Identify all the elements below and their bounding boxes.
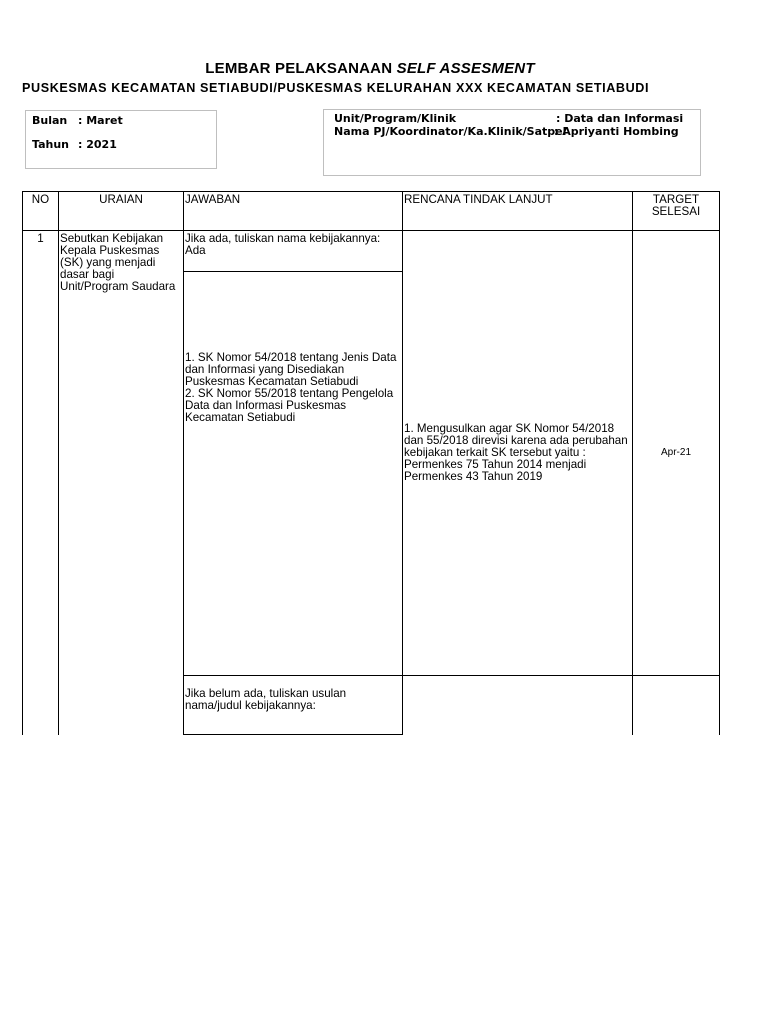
jawaban-detail-1: 1. SK Nomor 54/2018 tentang Jenis Data dan Informasi yang Disediakan Puskesmas Kecamatan Setiabudi: [185, 351, 397, 388]
rencana-empty: [403, 676, 633, 735]
unit-label: Unit/Program/Klinik: [334, 112, 457, 125]
pj-label: Nama PJ/Koordinator/Ka.Klinik/Satpel: [334, 125, 567, 138]
tahun-label: Tahun: [32, 138, 70, 151]
row-no: 1: [23, 231, 59, 735]
row-target: Apr-21: [633, 231, 720, 676]
header-uraian: URAIAN: [59, 192, 184, 231]
row-rencana: 1. Mengusulkan agar SK Nomor 54/2018 dan 55/2018 direvisi karena ada perubahan kebijakan terkait SK tersebut yaitu : Permenkes 75 Tahun 2014 menjadi Permenkes 43 Tahun 2019: [403, 231, 633, 676]
tahun-value: : 2021: [78, 138, 117, 151]
jawaban-ada: Jika ada, tuliskan nama kebijakannya: Ada: [184, 231, 403, 272]
jawaban-detail-2: 2. SK Nomor 55/2018 tentang Pengelola Data dan Informasi Puskesmas Kecamatan Setiabudi: [185, 387, 394, 424]
header-rencana: RENCANA TINDAK LANJUT: [403, 192, 633, 231]
target-empty: [633, 676, 720, 735]
header-no: NO: [23, 192, 59, 231]
bulan-value: : Maret: [78, 114, 123, 127]
table-row: [23, 231, 720, 272]
assessment-table: [22, 191, 720, 735]
unit-info-box: [323, 109, 701, 176]
page-subtitle: PUSKESMAS KECAMATAN SETIABUDI/PUSKESMAS KELURAHAN XXX KECAMATAN SETIABUDI: [22, 81, 650, 95]
header-jawaban: JAWABAN: [184, 192, 403, 231]
pj-value: : Apriyanti Hombing: [554, 125, 679, 138]
jawaban-detail: [184, 272, 403, 676]
page-title: LEMBAR PELAKSANAAN SELF ASSESMENT: [205, 60, 535, 77]
row-uraian: Sebutkan Kebijakan Kepala Puskesmas (SK) yang menjadi dasar bagi Unit/Program Saudara: [59, 231, 184, 735]
title-italic: SELF ASSESMENT: [396, 60, 535, 77]
header-target: TARGET SELESAI: [633, 192, 720, 231]
period-info-box: [25, 110, 217, 169]
table-header-row: [23, 192, 720, 231]
unit-value: : Data dan Informasi: [556, 112, 684, 125]
jawaban-belum: Jika belum ada, tuliskan usulan nama/judul kebijakannya:: [184, 676, 403, 735]
bulan-label: Bulan: [32, 114, 68, 127]
